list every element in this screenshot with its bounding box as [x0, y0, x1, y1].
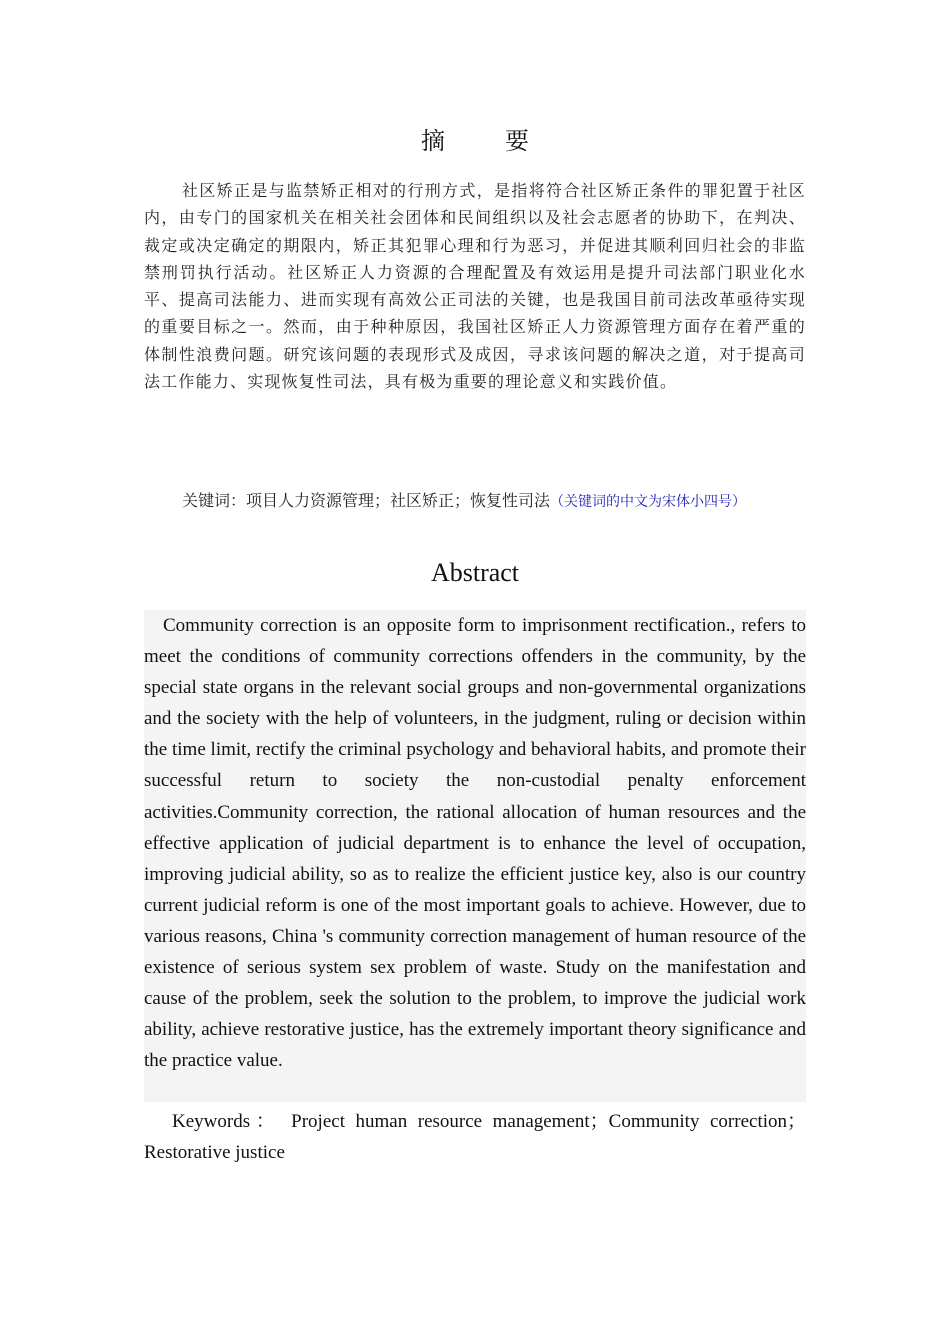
english-abstract-title: Abstract	[430, 558, 520, 587]
chinese-abstract-title: 摘 要	[421, 127, 547, 155]
english-abstract-body: Community correction is an opposite form to imprisonment rectification., refers to meet the conditions of community corrections offenders in the community, by the special state organs in the relevant social groups and non-governmental organizations and the society with the help of volunteers, in the judgment, ruling or decision within the time limit, rectify the criminal psychology and behavioral habits, and promote their successful return to society the non-custodial penalty enforcement activities.Community correction, the rational allocation of human resources and the effective application of judicial department is to enhance the level of occupation, improving judicial ability, so as to realize the efficient justice key, also is our country current judicial reform is one of the most important goals to achieve. However, due to various reasons, China 's community correction management of human resource of the existence of serious system sex problem of waste. Study on the manifestation and cause of the problem, seek the solution to the problem, to improve the judicial work ability, achieve restorative justice, has the extremely important theory significance and the practice value.	[144, 615, 806, 1072]
chinese-keywords-text: 关键词：项目人力资源管理；社区矫正；恢复性司法	[182, 491, 551, 510]
chinese-keywords-format-note: （关键词的中文为宋体小四号）	[550, 494, 747, 510]
english-abstract-highlight	[144, 610, 806, 1102]
chinese-abstract-body: 社区矫正是与监禁矫正相对的行刑方式，是指将符合社区矫正条件的罪犯置于社区内，由专门的国家机关在相关社会团体和民间组织以及社会志愿者的协助下，在判决、裁定或决定确定的期限内，矫正其犯罪心理和行为恶习，并促进其顺利回归社会的非监禁刑罚执行活动。社区矫正人力资源的合理配置及有效运用是提升司法部门职业化水平、提高司法能力、进而实现有高效公正司法的关键，也是我国目前司法改革亟待实现的重要目标之一。然而，由于种种原因，我国社区矫正人力资源管理方面存在着严重的体制性浪费问题。研究该问题的表现形式及成因，寻求该问题的解决之道，对于提高司法工作能力、实现恢复性司法，具有极为重要的理论意义和实践价值。	[144, 181, 806, 392]
english-keywords: Keywords： Project human resource management；Community correction；Restorative justice	[144, 1111, 806, 1163]
chinese-keywords	[144, 490, 806, 513]
